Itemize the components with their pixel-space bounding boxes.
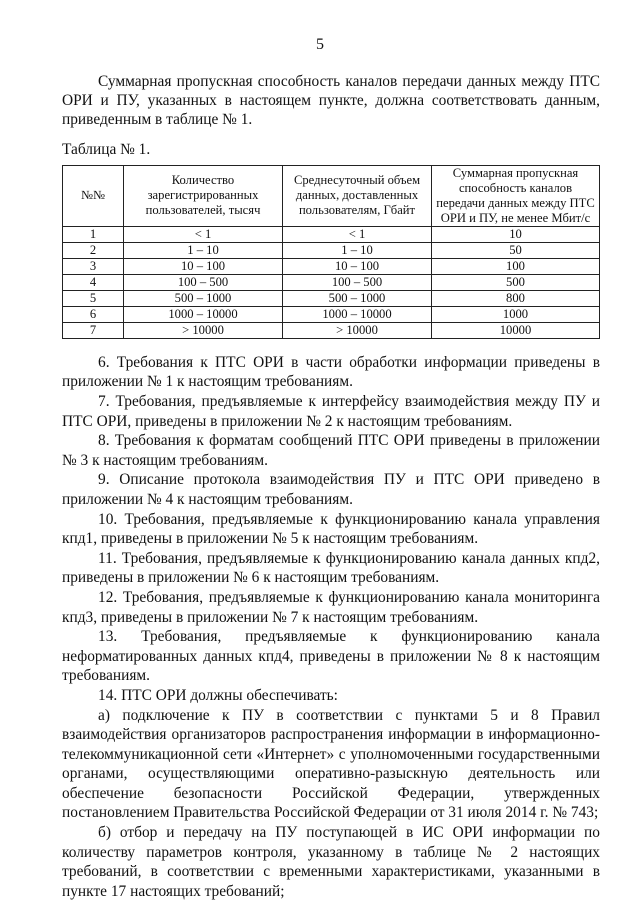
requirement-paragraph: а) подключение к ПУ в соответствии с пунктами 5 и 8 Правил взаимодействия организаторов распространения информации в информационно-телекоммуникационной сети «Интернет» с уполномоченными государственными органами, осуществляющими оперативно-разыскную деятельность или обеспечение безопасности Российской Федерации, утвержденных постановлением Правительства Российской Федерации от 31 июля 2014 г. № 743;: [62, 706, 600, 822]
requirement-paragraph: 11. Требования, предъявляемые к функционированию канала данных кпд2, приведены в приложении № 6 к настоящим требованиям.: [62, 549, 600, 587]
table-cell: 4: [63, 274, 124, 290]
table-cell: > 10000: [283, 322, 432, 338]
table-cell: 100: [432, 258, 600, 274]
table-cell: 1000 – 10000: [283, 306, 432, 322]
header-number: №№: [63, 165, 124, 226]
table-cell: > 10000: [124, 322, 283, 338]
table-row: [63, 242, 600, 258]
intro-paragraph: Суммарная пропускная способность каналов передачи данных между ПТС ОРИ и ПУ, указанных в настоящем пункте, должна соответствовать данным, приведенным в таблице № 1.: [62, 73, 600, 129]
table-cell: 1 – 10: [124, 242, 283, 258]
table-cell: 7: [63, 322, 124, 338]
table-cell: < 1: [124, 226, 283, 242]
table-header-row: [63, 165, 600, 226]
table-cell: 500 – 1000: [283, 290, 432, 306]
requirement-paragraph: 12. Требования, предъявляемые к функционированию канала мониторинга кпд3, приведены в приложении № 7 к настоящим требованиям.: [62, 588, 600, 626]
header-data-volume: Среднесуточный объем данных, доставленных пользователям, Гбайт: [283, 165, 432, 226]
page-number: 5: [316, 36, 324, 53]
requirement-paragraph: 14. ПТС ОРИ должны обеспечивать:: [98, 686, 338, 704]
table-cell: < 1: [283, 226, 432, 242]
requirements-list: [62, 353, 600, 902]
requirement-paragraph: 9. Описание протокола взаимодействия ПУ и ПТС ОРИ приведено в приложении № 4 к настоящим требованиям.: [62, 471, 600, 508]
page-content: [62, 72, 600, 901]
table-cell: 50: [432, 242, 600, 258]
table-row: [63, 274, 600, 290]
table-cell: 1: [63, 226, 124, 242]
table-cell: 1000: [432, 306, 600, 322]
table-row: [63, 290, 600, 306]
table-row: [63, 306, 600, 322]
requirement-paragraph: б) отбор и передачу на ПУ поступающей в ИС ОРИ информации по количеству параметров контроля, указанному в таблице № 2 настоящих требований, в соответствии с временными характеристиками, указанными в пункте 17 настоящих требований;: [62, 824, 600, 900]
table-cell: 500 – 1000: [124, 290, 283, 306]
table-caption: Таблица № 1.: [62, 140, 151, 158]
table-cell: 800: [432, 290, 600, 306]
requirement-paragraph: 13. Требования, предъявляемые к функционированию канала неформатированных данных кпд4, приведены в приложении № 8 к настоящим требованиям.: [62, 628, 600, 685]
header-bandwidth: Суммарная пропускная способность каналов передачи данных между ПТС ОРИ и ПУ, не менее Мбит/с: [432, 165, 600, 226]
header-users: Количество зарегистрированных пользователей, тысяч: [124, 165, 283, 226]
table-cell: 10 – 100: [124, 258, 283, 274]
table-cell: 6: [63, 306, 124, 322]
table-body: [63, 226, 600, 338]
table-row: [63, 258, 600, 274]
bandwidth-table: [62, 165, 600, 339]
table-cell: 5: [63, 290, 124, 306]
table-cell: 1 – 10: [283, 242, 432, 258]
table-cell: 500: [432, 274, 600, 290]
table-cell: 3: [63, 258, 124, 274]
table-cell: 10 – 100: [283, 258, 432, 274]
table-cell: 10: [432, 226, 600, 242]
requirement-paragraph: 7. Требования, предъявляемые к интерфейсу взаимодействия между ПУ и ПТС ОРИ, приведены в приложении № 2 к настоящим требованиям.: [62, 393, 600, 430]
table-row: [63, 226, 600, 242]
table-cell: 1000 – 10000: [124, 306, 283, 322]
requirement-paragraph: 6. Требования к ПТС ОРИ в части обработки информации приведены в приложении № 1 к настоящим требованиям.: [62, 353, 600, 391]
requirement-paragraph: 8. Требования к форматам сообщений ПТС ОРИ приведены в приложении № 3 к настоящим требованиям.: [62, 432, 600, 469]
table-cell: 2: [63, 242, 124, 258]
table-cell: 10000: [432, 322, 600, 338]
table-cell: 100 – 500: [283, 274, 432, 290]
table-row: [63, 322, 600, 338]
requirement-paragraph: 10. Требования, предъявляемые к функционированию канала управления кпд1, приведены в приложении № 5 к настоящим требованиям.: [62, 510, 600, 548]
table-cell: 100 – 500: [124, 274, 283, 290]
